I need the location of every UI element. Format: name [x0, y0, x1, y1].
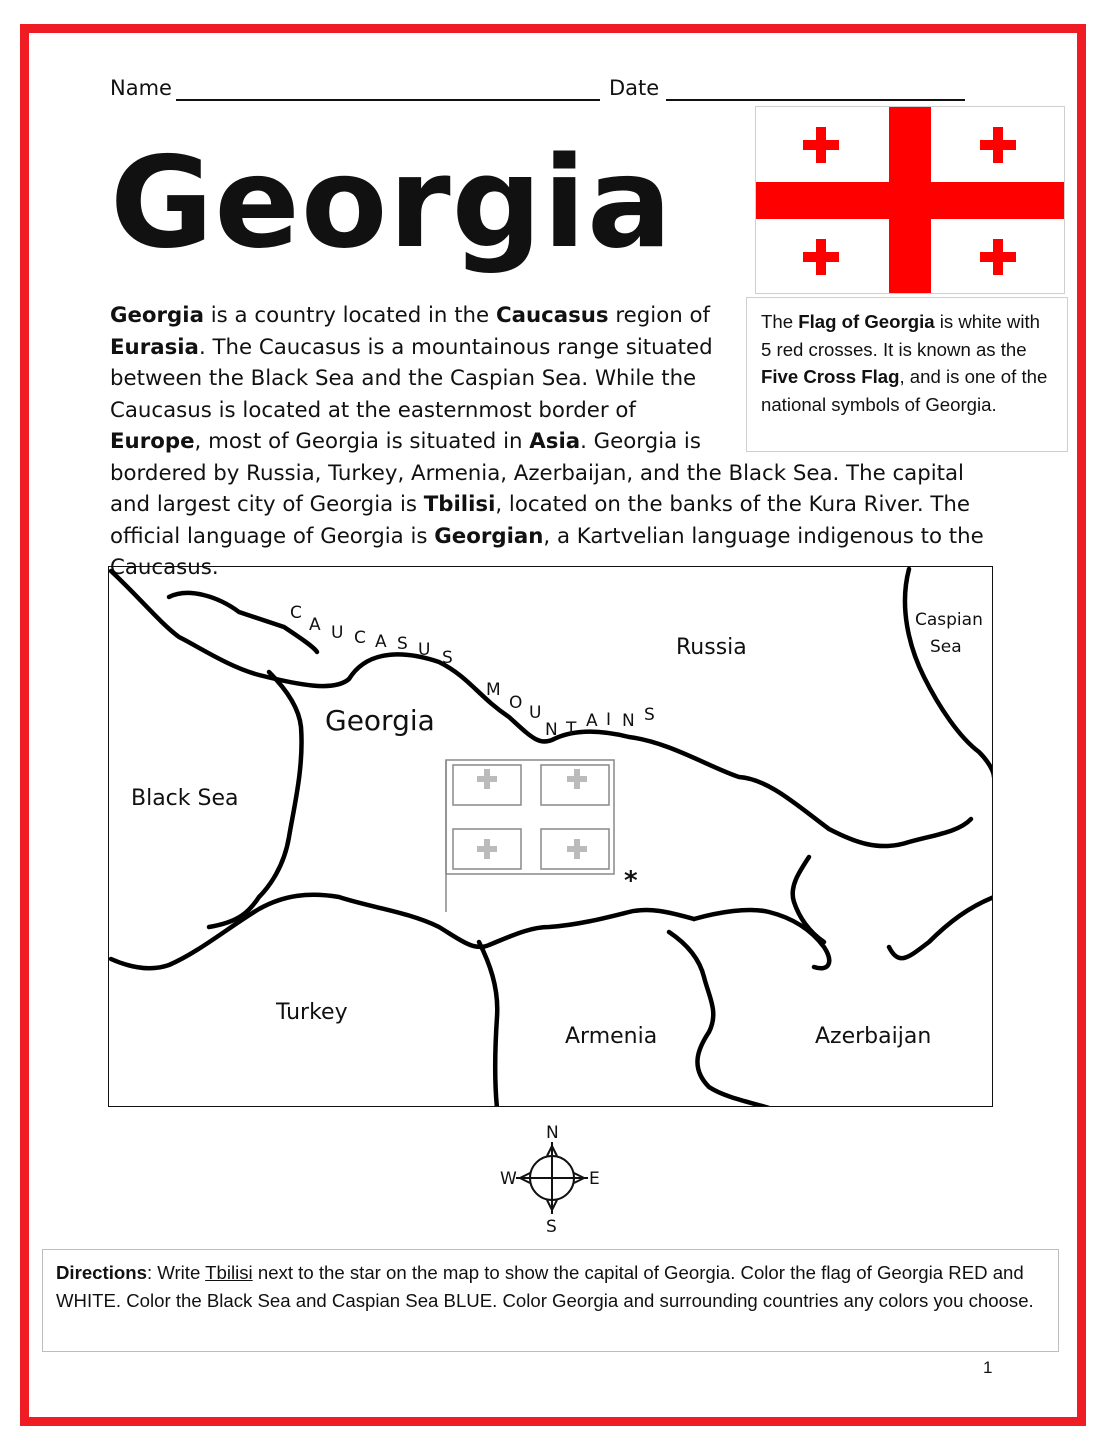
directions-text: next to the star on the map to show the capital of Georgia. Color the flag of Georgia RED and WHITE. Color the Black Sea and Caspian Sea BLUE. Color Georgia and surrounding countries any colors you choose. — [56, 1262, 1034, 1311]
intro-text: , most of Georgia is situated in — [194, 429, 530, 454]
mountain-letter: U — [529, 703, 542, 723]
date-label: Date — [609, 76, 660, 100]
directions-heading: Directions — [56, 1262, 147, 1283]
map-label-russia: Russia — [676, 635, 747, 660]
intro-text: , a Kartvelian language indigenous to the Caucasus. — [110, 523, 984, 580]
map — [108, 566, 993, 1107]
map-label-black-sea: Black Sea — [131, 786, 239, 811]
directions-text: : Write — [146, 1262, 206, 1283]
map-label-caspian-1: Caspian — [915, 610, 983, 630]
flag-text: is white with 5 red crosses. It is known as the — [761, 311, 1040, 360]
intro-text: , located on the banks of the Kura River. The official language of Georgia is — [110, 492, 971, 549]
map-label-turkey: Turkey — [276, 1000, 348, 1025]
compass-rose — [498, 1122, 608, 1234]
flag-text-bold: Five Cross Flag — [761, 366, 900, 388]
intro-bold: Eurasia — [110, 334, 199, 360]
intro-bold: Georgian — [434, 523, 544, 549]
directions-underlined: Tbilisi — [205, 1262, 253, 1283]
map-label-armenia: Armenia — [565, 1024, 658, 1049]
intro-bold: Tbilisi — [423, 492, 496, 517]
compass-icon — [498, 1122, 608, 1234]
map-svg — [109, 567, 993, 1107]
mountain-letter: S — [397, 634, 408, 654]
map-label-georgia: Georgia — [325, 704, 435, 737]
mountain-letter: N — [545, 720, 558, 740]
mountain-letter: O — [509, 693, 523, 713]
flag-text-bold: Flag of Georgia — [798, 311, 935, 332]
intro-text: . Georgia is bordered by Russia, Turkey, Armenia, Azerbaijan, and the Black Sea. The capital and largest city of Georgia is — [110, 429, 964, 517]
map-label-caspian-2: Sea — [930, 637, 962, 657]
map-capital-star: * — [624, 866, 638, 896]
flag-text: The — [761, 311, 799, 332]
georgia-flag — [755, 106, 1065, 294]
date-line[interactable] — [666, 99, 965, 101]
compass-n: N — [546, 1123, 559, 1143]
flag-text: , and is one of the national symbols of Georgia. — [761, 366, 1048, 415]
intro-text: region of — [608, 303, 711, 328]
mountain-letter: U — [331, 623, 344, 643]
mountain-letter: T — [566, 719, 577, 739]
compass-s: S — [546, 1217, 557, 1234]
directions-box — [42, 1249, 1059, 1352]
intro-paragraph — [110, 300, 990, 584]
mountain-letter: S — [644, 705, 655, 725]
mountain-letter: M — [486, 680, 501, 700]
compass-w: W — [500, 1169, 517, 1189]
map-label-azerbaijan: Azerbaijan — [815, 1024, 932, 1049]
mountain-letter: A — [586, 711, 598, 731]
float-spacer — [728, 300, 990, 450]
name-line[interactable] — [176, 99, 600, 101]
mountain-letter: C — [290, 603, 302, 623]
compass-e: E — [589, 1169, 600, 1189]
intro-bold: Asia — [529, 429, 581, 454]
mountain-letter: S — [442, 648, 453, 668]
name-label: Name — [110, 76, 172, 100]
page-number: 1 — [983, 1358, 993, 1377]
mountain-letter: U — [418, 640, 431, 660]
intro-bold: Georgia — [110, 303, 204, 328]
mountain-letter: C — [354, 628, 366, 648]
intro-bold: Caucasus — [495, 303, 609, 328]
intro-bold: Europe — [110, 429, 195, 454]
mountain-letter: I — [606, 710, 612, 730]
page-title: Georgia — [110, 129, 673, 276]
mountain-letter: A — [309, 615, 321, 635]
intro-text: . The Caucasus is a mountainous range situated between the Black Sea and the Caspian Sea. While the Caucasus is located at the easternmost border of — [110, 334, 713, 423]
intro-text: is a country located in the — [203, 303, 496, 328]
mountain-letter: A — [375, 632, 387, 652]
mountain-letter: N — [622, 711, 635, 731]
